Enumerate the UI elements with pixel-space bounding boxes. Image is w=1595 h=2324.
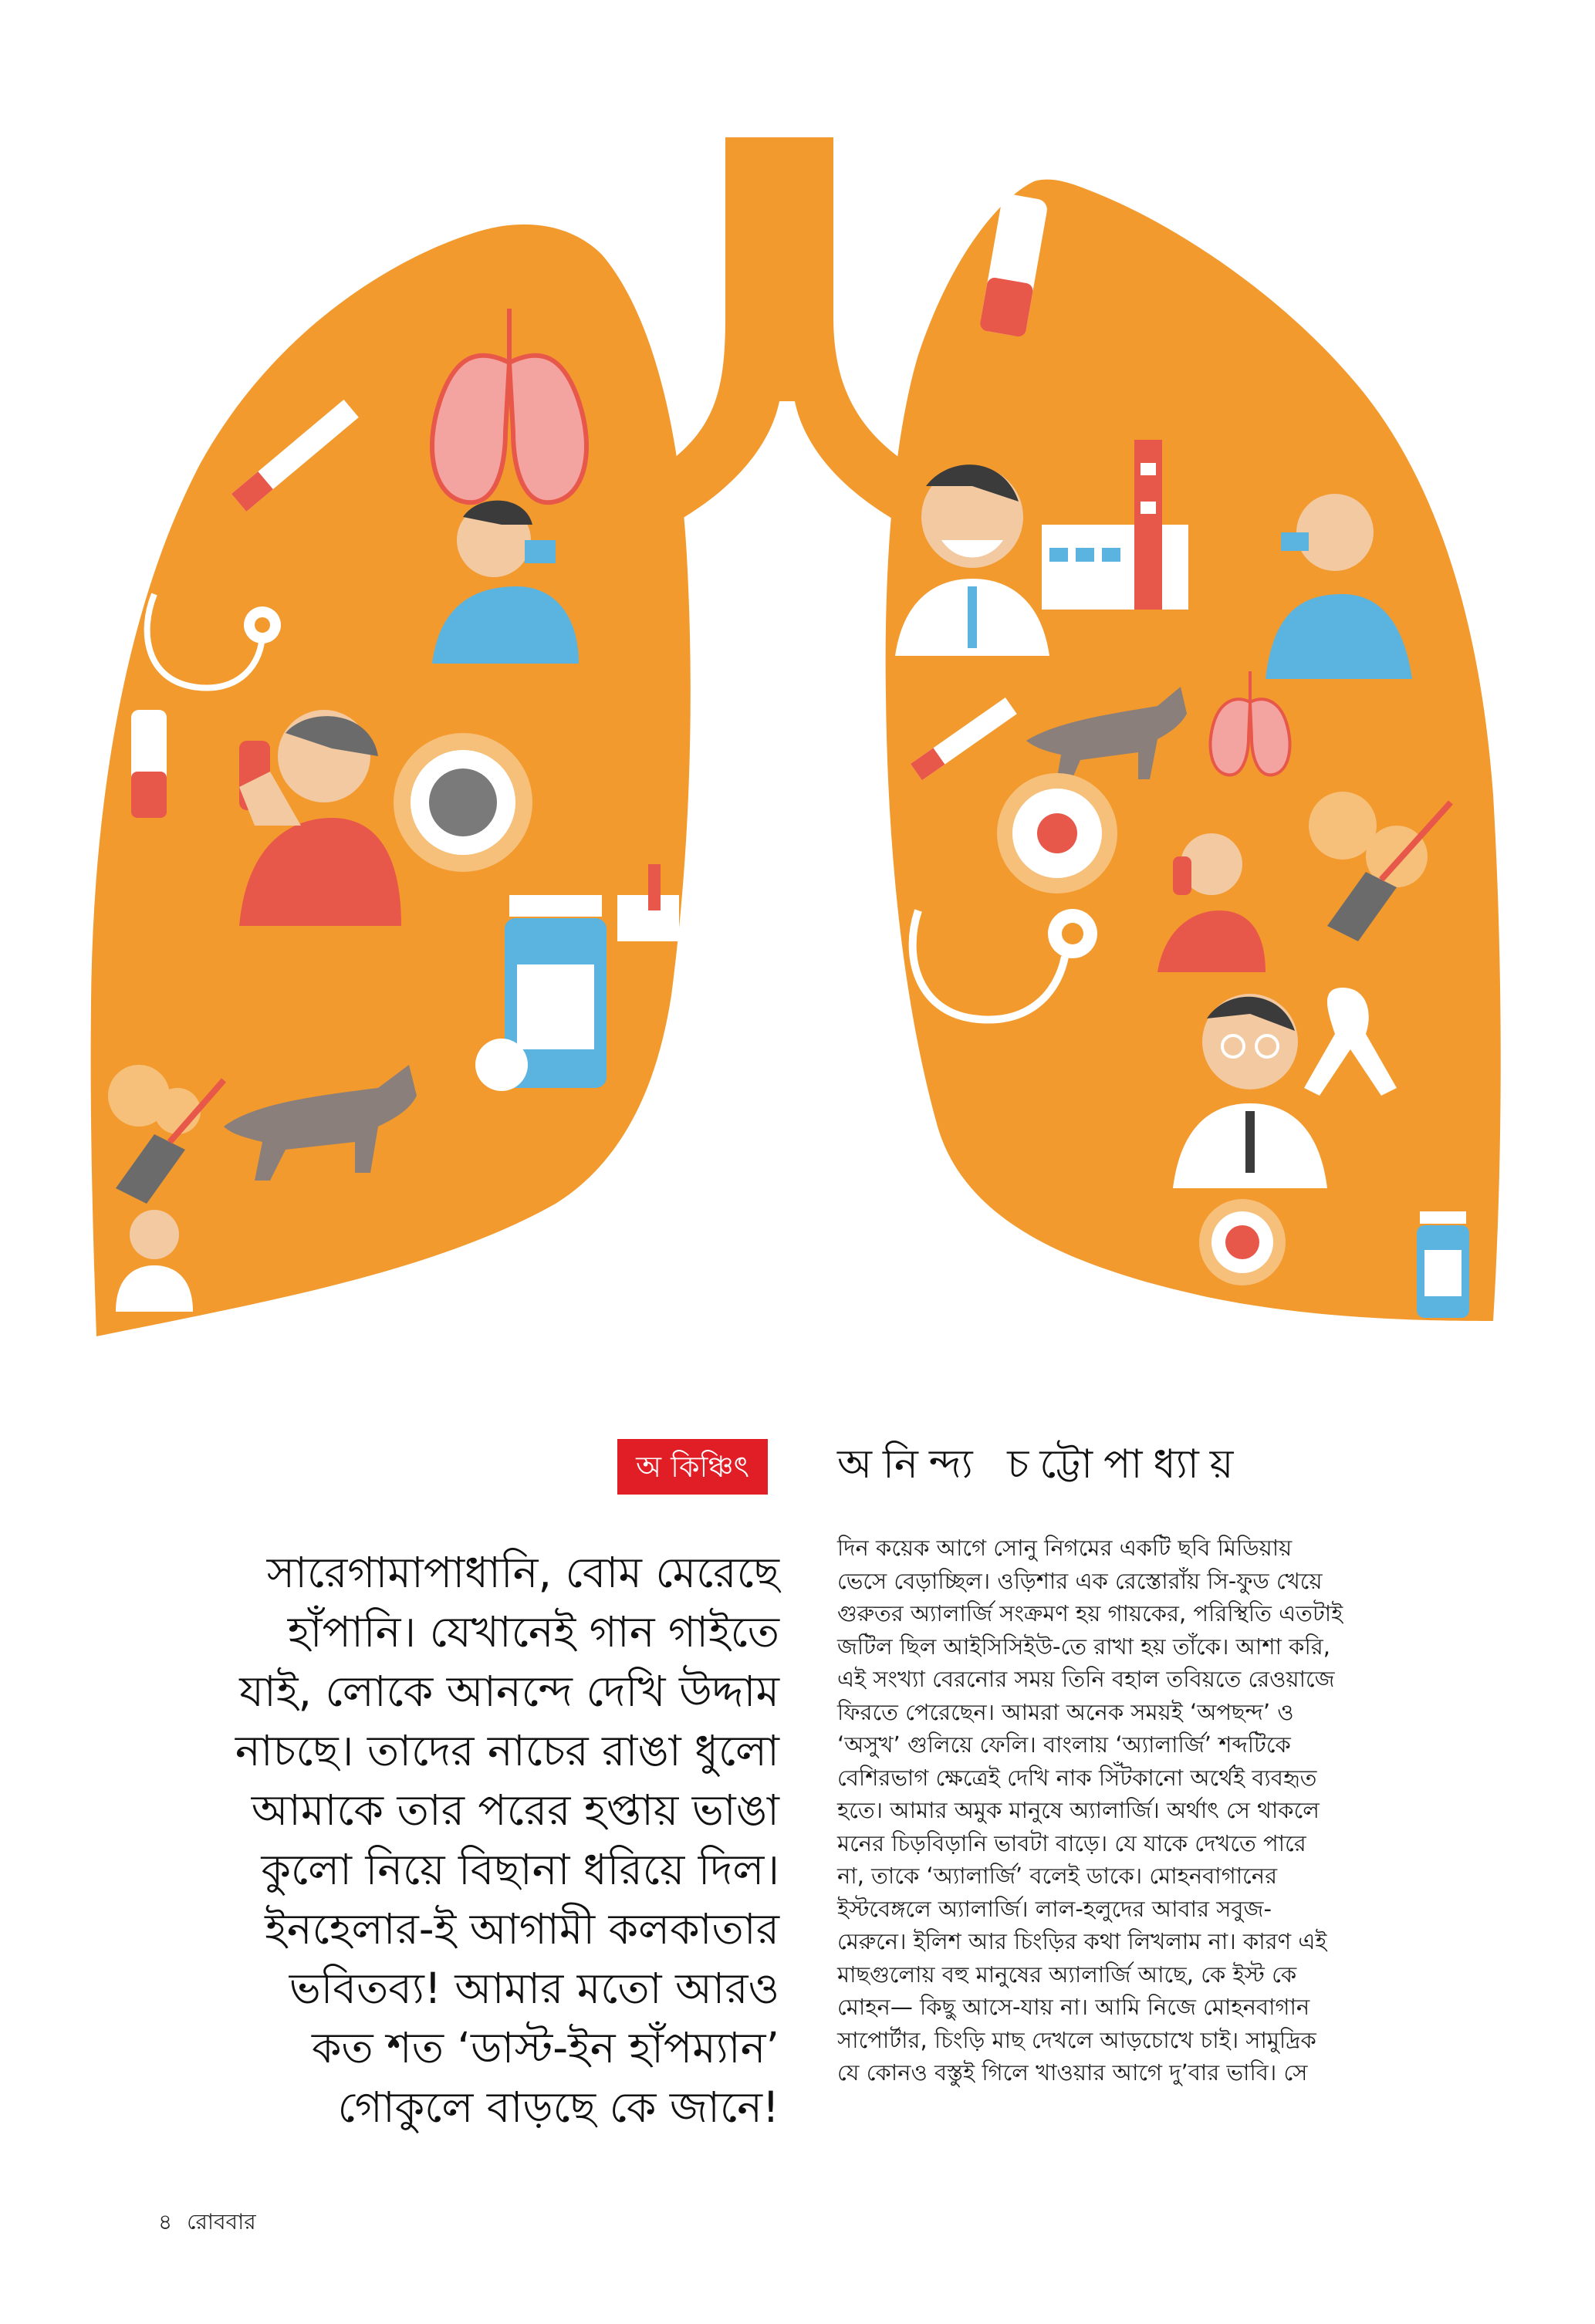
body-line: মোহন— কিছু আসে-যায় না। আমি নিজে মোহনবাগান xyxy=(837,1994,1310,2020)
body-line: মনের চিড়বিড়ানি ভাবটা বাড়ে। যে যাকে দেখতে পারে xyxy=(837,1829,1306,1856)
body-line: ভেসে বেড়াচ্ছিল। ওড়িশার এক রেস্তোরাঁয় সি-ফুড খেয়ে xyxy=(837,1567,1323,1594)
body-line: যে কোনও বস্তুই গিলে খাওয়ার আগে দু’বার ভাবি। সে xyxy=(837,2059,1308,2086)
pollen-cell-icon xyxy=(394,733,532,872)
body-line: ফিরতে পেরেছেন। আমরা অনেক সময়ই ‘অপছন্দ’ ও xyxy=(837,1698,1294,1725)
pullquote-line: নাচছে। তাদের নাচের রাঙা ধুলো xyxy=(235,1726,779,1775)
pullquote-line: ইনহেলার-ই আগামী কলকাতার xyxy=(265,1904,779,1954)
pill-bottle-icon xyxy=(1417,1211,1469,1318)
page-number: ৪ xyxy=(158,2209,173,2234)
left-lung-shape xyxy=(91,225,691,1336)
body-line: বেশিরভাগ ক্ষেত্রেই দেখি নাক সিঁটকানো অর্থেই ব্যবহৃত xyxy=(837,1764,1317,1791)
pullquote-line: যাই, লোকে আনন্দে দেখি উদ্দাম xyxy=(239,1667,779,1716)
body-line: না, তাকে ‘অ্যালার্জি’ বলেই ডাকে। মোহনবাগানের xyxy=(837,1863,1278,1889)
body-line: মাছগুলোয় বহু মানুষের অ্যালার্জি আছে, কে ইস্ট কে xyxy=(837,1961,1297,1988)
body-line: গুরুতর অ্যালার্জি সংক্রমণ হয় গায়কের, পরিস্থিতি এতটাই xyxy=(837,1600,1343,1626)
body-line: ‘অসুখ’ গুলিয়ে ফেলি। বাংলায় ‘অ্যালার্জি’ শব্দটিকে xyxy=(837,1731,1291,1758)
pullquote-line: আমাকে তার পরের হপ্তায় ভাঙা xyxy=(251,1785,779,1835)
pullquote xyxy=(193,1543,779,2137)
body-line: ইস্টবেঙ্গলে অ্যালার্জি। লাল-হলুদের আবার সবুজ- xyxy=(837,1895,1272,1922)
pullquote-line: হাঁপানি। যেখানেই গান গাইতে xyxy=(287,1607,779,1657)
body-line: মেরুনে। ইলিশ আর চিংড়ির কথা লিখলাম না। কারণ এই xyxy=(837,1928,1327,1954)
article-body xyxy=(837,1532,1424,2089)
pullquote-line: গোকুলে বাড়ছে কে জানে! xyxy=(337,2082,779,2132)
pullquote-line: কুলো নিয়ে বিছানা ধরিয়ে দিল। xyxy=(261,1845,779,1894)
magazine-name: রোববার xyxy=(187,2209,256,2234)
inhaler-icon xyxy=(131,710,167,818)
pullquote-line: সারেগামাপাধানি, বোম মেরেছে xyxy=(266,1548,779,1597)
page-footer xyxy=(158,2205,264,2241)
pollen-cell-icon xyxy=(997,773,1117,893)
pullquote-line: কত শত ‘ডাস্ট-ইন হাঁপম্যান’ xyxy=(311,2023,779,2072)
column-tag: অ কিঞ্চিৎ xyxy=(617,1439,768,1495)
body-line: দিন কয়েক আগে সোনু নিগমের একটি ছবি মিডিয়ায় xyxy=(837,1535,1293,1561)
body-line: সাপোর্টার, চিংড়ি মাছ দেখলে আড়চোখে চাই। সামুদ্রিক xyxy=(837,2026,1316,2053)
pullquote-line: ভবিতব্য! আমার মতো আরও xyxy=(289,1964,779,2013)
body-line: জটিল ছিল আইসিসিইউ-তে রাখা হয় তাঁকে। আশা করি, xyxy=(837,1633,1330,1660)
author-byline: অনিন্দ্য চট্টোপাধ্যায় xyxy=(837,1441,1245,1488)
body-line: হতে। আমার অমুক মানুষে অ্যালার্জি। অর্থাৎ সে থাকলে xyxy=(837,1797,1320,1823)
pollen-cell-icon xyxy=(1199,1199,1286,1285)
body-line: এই সংখ্যা বেরনোর সময় তিনি বহাল তবিয়তে রেওয়াজে xyxy=(837,1666,1335,1692)
